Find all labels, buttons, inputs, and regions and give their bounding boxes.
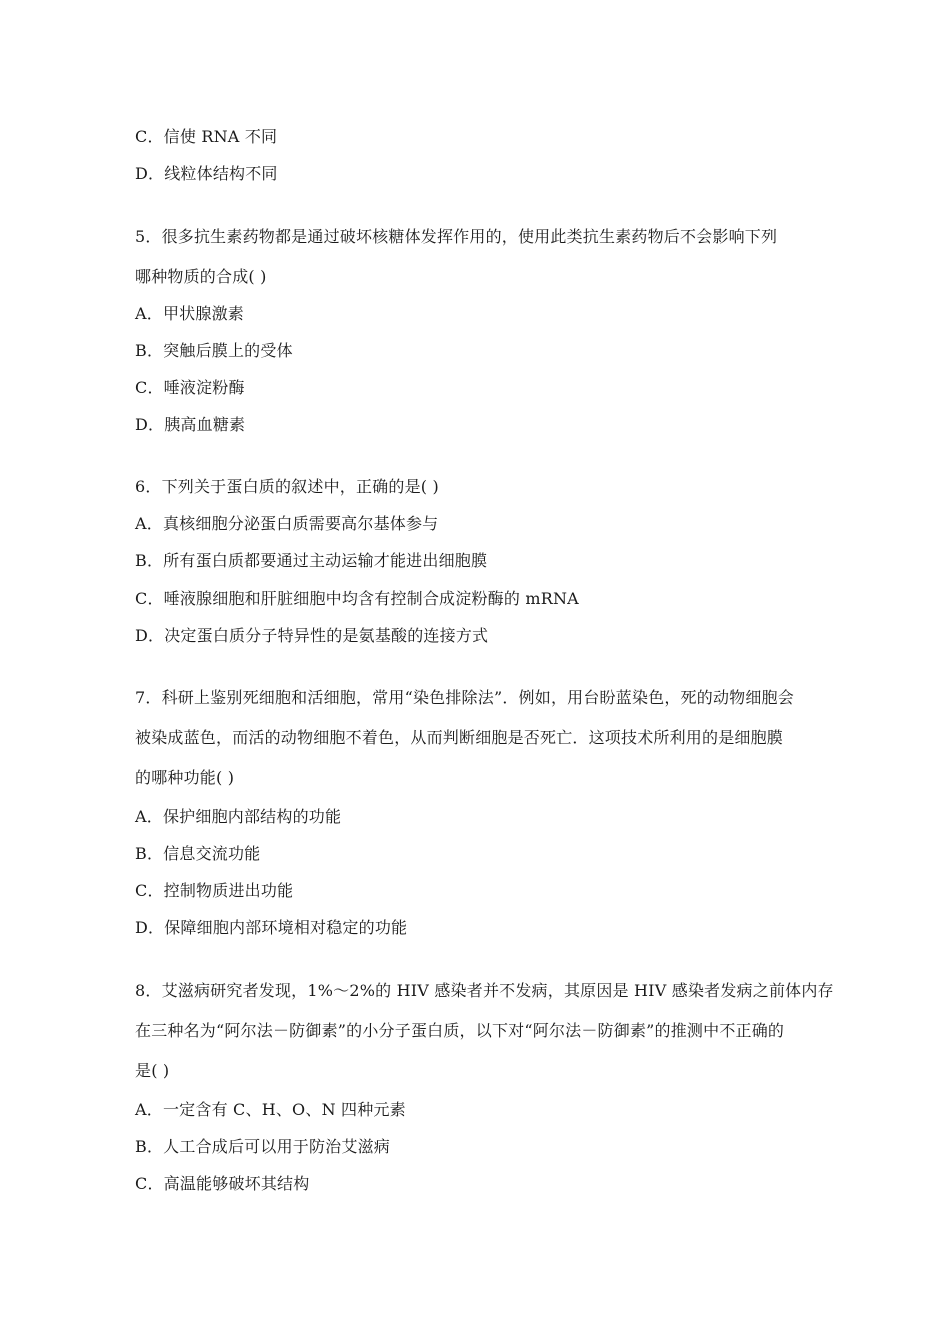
q6-option-d: D．决定蛋白质分子特异性的是氨基酸的连接方式 <box>135 626 489 645</box>
q6-option-b: B．所有蛋白质都要通过主动运输才能进出细胞膜 <box>135 551 488 570</box>
q5-stem-line-2: 哪种物质的合成( ) <box>135 267 267 286</box>
q7-option-a: A．保护细胞内部结构的功能 <box>135 807 342 826</box>
q5-option-c: C．唾液淀粉酶 <box>135 378 245 397</box>
q8-stem-line-3: 是( ) <box>135 1061 170 1080</box>
q5-stem-line-1: 5．很多抗生素药物都是通过破坏核糖体发挥作用的，使用此类抗生素药物后不会影响下列 <box>135 227 778 246</box>
q7-option-c: C．控制物质进出功能 <box>135 881 294 900</box>
q5-option-a: A．甲状腺激素 <box>135 304 244 323</box>
q7-stem-line-3: 的哪种功能( ) <box>135 768 235 787</box>
q7-stem-line-2: 被染成蓝色，而活的动物细胞不着色，从而判断细胞是否死亡．这项技术所利用的是细胞膜 <box>135 728 784 747</box>
q8-option-a: A．一定含有 C、H、O、N 四种元素 <box>135 1100 406 1119</box>
q7-option-b: B．信息交流功能 <box>135 844 261 863</box>
q8-stem-line-1: 8．艾滋病研究者发现，1%～2%的 HIV 感染者并不发病，其原因是 HIV 感染者发病之前体内存 <box>135 981 834 1000</box>
q8-stem-line-2: 在三种名为“阿尔法－防御素”的小分子蛋白质，以下对“阿尔法－防御素”的推测中不正确的 <box>135 1021 785 1040</box>
q7-option-d: D．保障细胞内部环境相对稳定的功能 <box>135 918 408 937</box>
q6-option-a: A．真核细胞分泌蛋白质需要高尔基体参与 <box>135 514 439 533</box>
q6-option-c: C．唾液腺细胞和肝脏细胞中均含有控制合成淀粉酶的 mRNA <box>135 589 579 608</box>
q4-option-c: C．信使 RNA 不同 <box>135 127 278 146</box>
q4-option-d: D．线粒体结构不同 <box>135 164 278 183</box>
q7-stem-line-1: 7．科研上鉴别死细胞和活细胞，常用“染色排除法”．例如，用台盼蓝染色，死的动物细胞会 <box>135 688 794 707</box>
q8-option-b: B．人工合成后可以用于防治艾滋病 <box>135 1137 390 1156</box>
q6-stem-line-1: 6．下列关于蛋白质的叙述中，正确的是( ) <box>135 477 439 496</box>
q8-option-c: C．高温能够破坏其结构 <box>135 1174 310 1193</box>
q5-option-d: D．胰高血糖素 <box>135 415 246 434</box>
q5-option-b: B．突触后膜上的受体 <box>135 341 293 360</box>
